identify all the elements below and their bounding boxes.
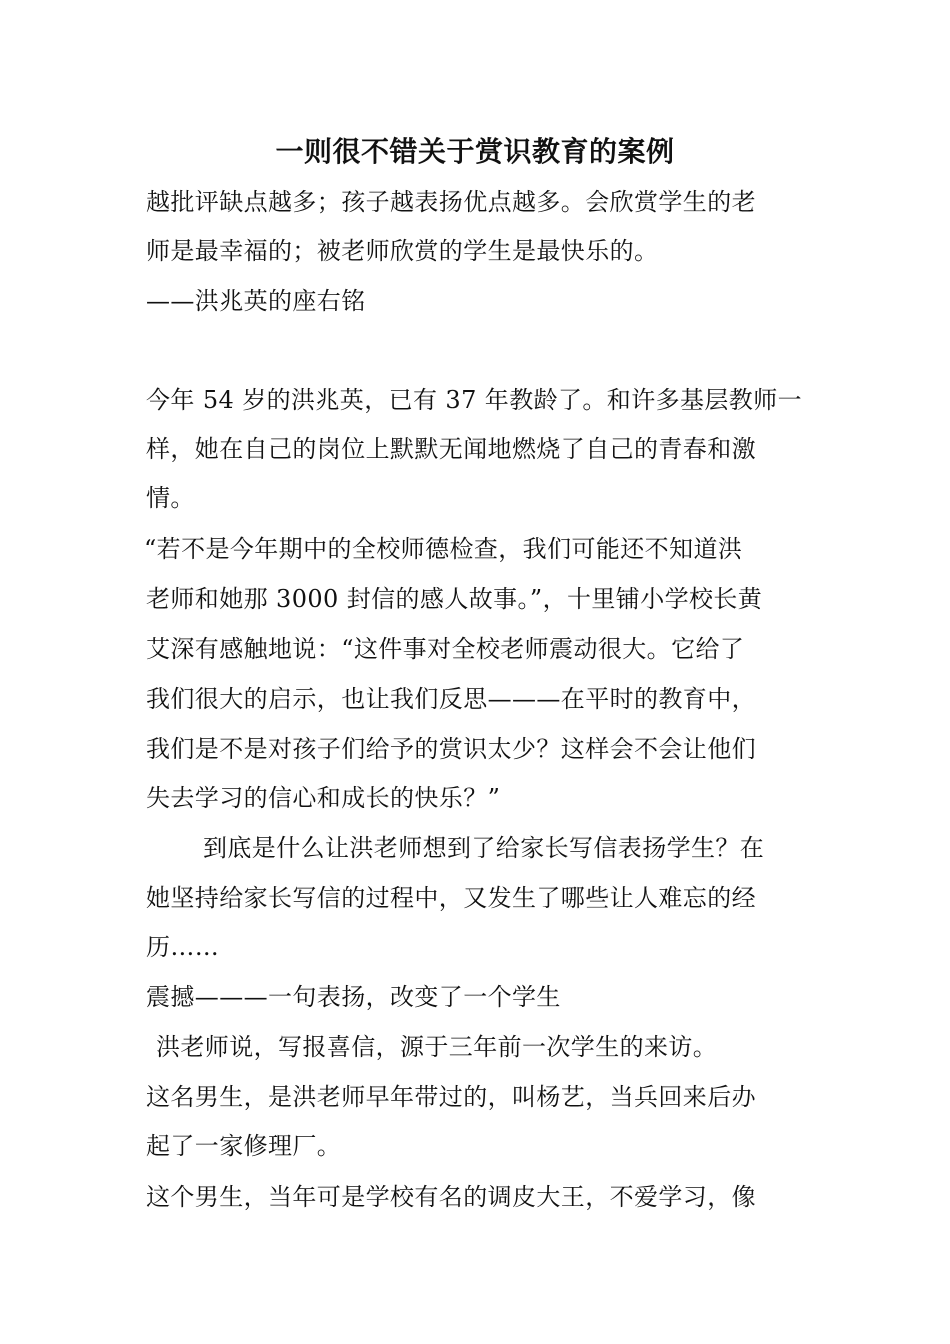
- text-line: 今年 54 岁的洪兆英，已有 37 年教龄了。和许多基层教师一: [146, 386, 802, 414]
- text-line: 历……: [146, 933, 220, 961]
- text-line: 师是最幸福的；被老师欣赏的学生是最快乐的。: [146, 237, 659, 265]
- section-heading: 震撼———一句表扬，改变了一个学生: [146, 983, 561, 1011]
- text-line: 到底是什么让洪老师想到了给家长写信表扬学生？在: [203, 834, 765, 862]
- text-line: 样，她在自己的岗位上默默无闻地燃烧了自己的青春和激: [146, 435, 756, 463]
- text-line: ——洪兆英的座右铭: [146, 287, 366, 315]
- text-line: 这名男生，是洪老师早年带过的，叫杨艺，当兵回来后办: [146, 1083, 756, 1111]
- document-title: 一则很不错关于赏识教育的案例: [275, 135, 675, 168]
- text-line: 这个男生，当年可是学校有名的调皮大王，不爱学习，像: [146, 1183, 756, 1211]
- text-line: 我们很大的启示，也让我们反思———在平时的教育中，: [146, 685, 756, 713]
- text-line: “若不是今年期中的全校师德检查，我们可能还不知道洪: [144, 535, 743, 563]
- text-line: 失去学习的信心和成长的快乐？”: [146, 784, 501, 812]
- text-line: 老师和她那 3000 封信的感人故事。”，十里铺小学校长黄: [146, 585, 763, 613]
- text-line: 起了一家修理厂。: [146, 1132, 342, 1160]
- text-line: 我们是不是对孩子们给予的赏识太少？这样会不会让他们: [146, 735, 756, 763]
- text-line: 洪老师说，写报喜信，源于三年前一次学生的来访。: [156, 1033, 718, 1061]
- text-line: 艾深有感触地说：“这件事对全校老师震动很大。它给了: [146, 635, 745, 663]
- text-line: 她坚持给家长写信的过程中，又发生了哪些让人难忘的经: [146, 884, 756, 912]
- text-line: 情。: [146, 484, 195, 512]
- text-line: 越批评缺点越多；孩子越表扬优点越多。会欣赏学生的老: [146, 188, 756, 216]
